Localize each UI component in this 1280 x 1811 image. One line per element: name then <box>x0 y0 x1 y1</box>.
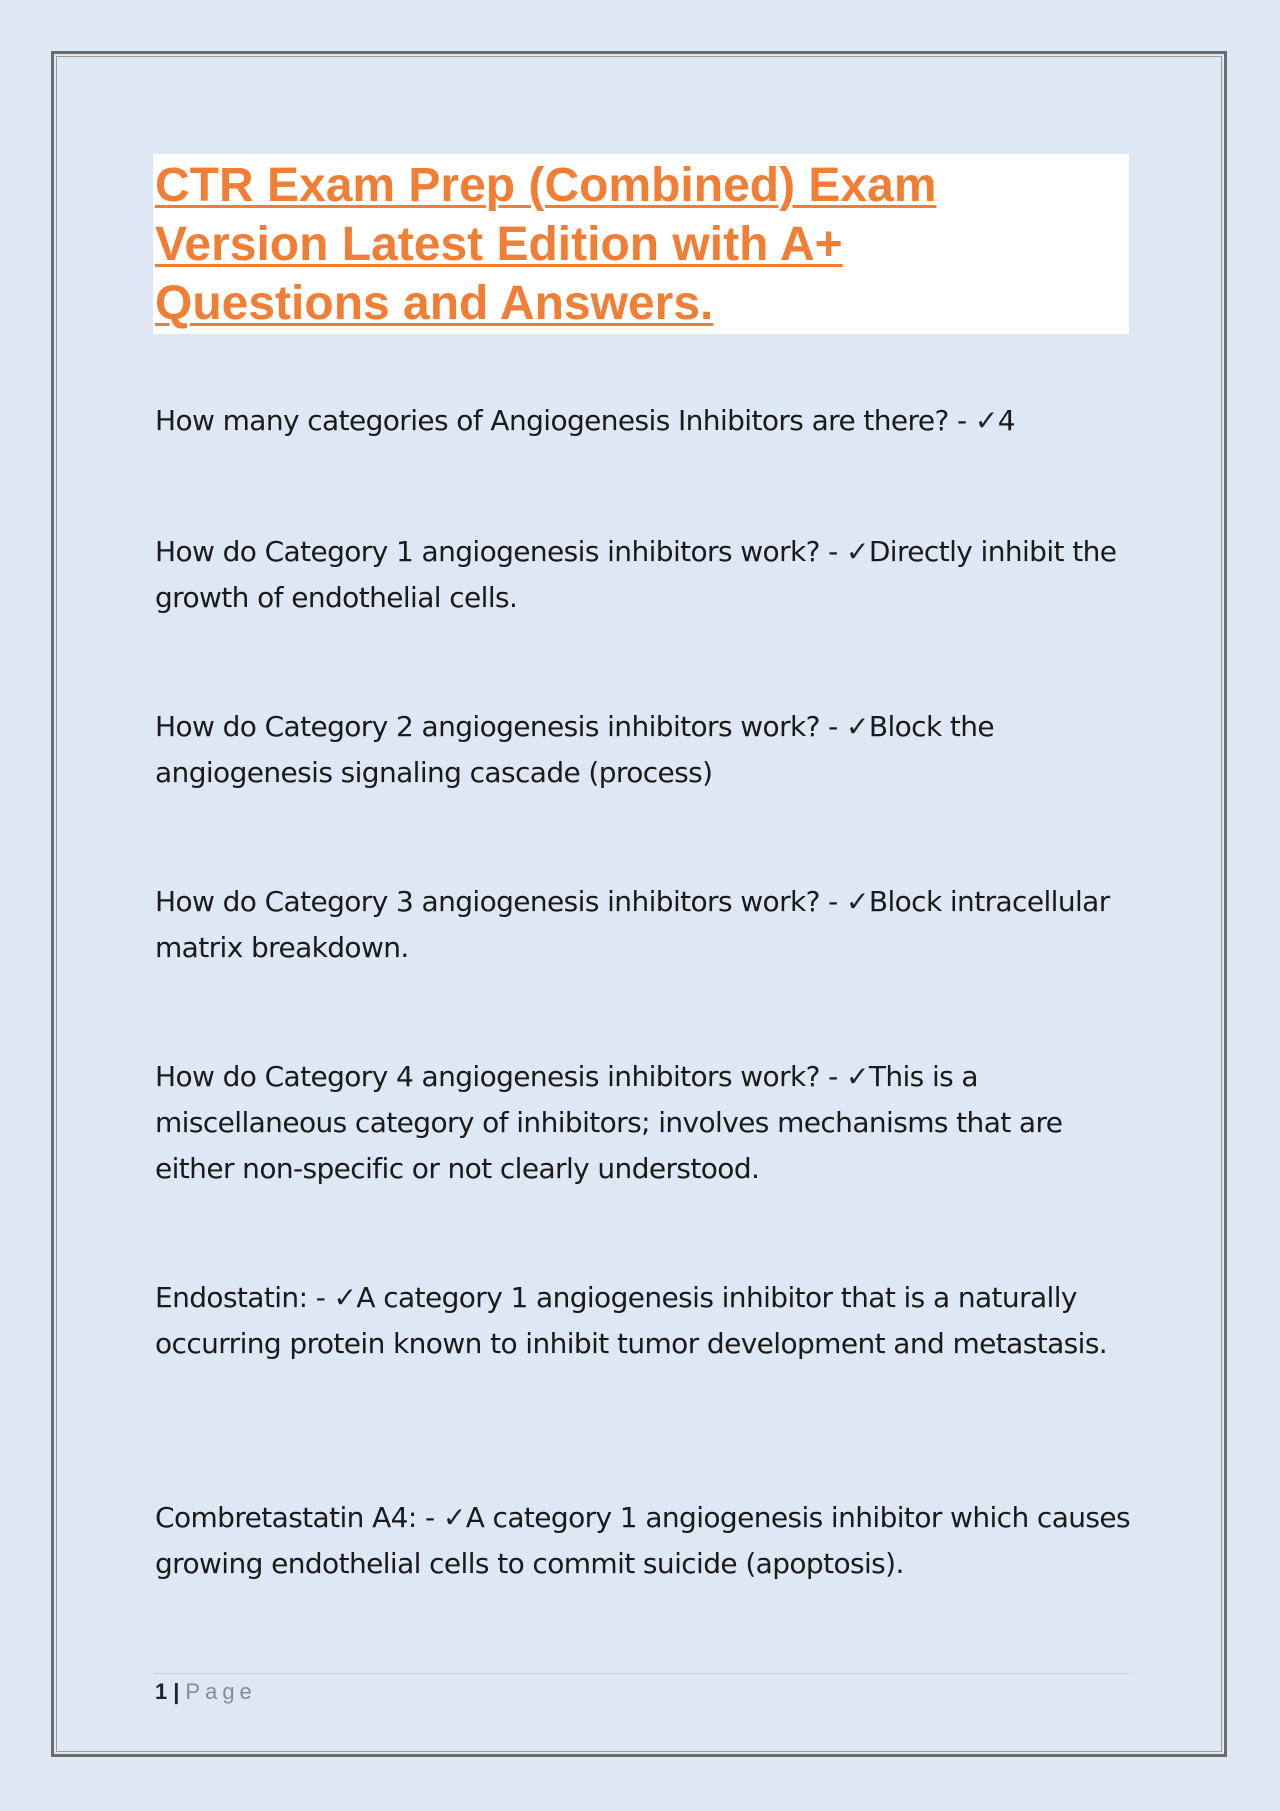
title-box <box>153 154 1129 334</box>
question-text: How many categories of Angiogenesis Inhibitors are there? - <box>155 404 975 437</box>
question-text: Endostatin: - <box>155 1281 334 1314</box>
answer-text: 4 <box>997 404 1015 437</box>
question-text: How do Category 1 angiogenesis inhibitors work? - <box>155 535 846 568</box>
qa-item <box>155 398 1135 444</box>
document-title: CTR Exam Prep (Combined) Exam Version Latest Edition with A+ Questions and Answers. <box>155 159 937 330</box>
page-label: Page <box>185 1679 257 1704</box>
checkmark-icon: ✓ <box>845 710 869 743</box>
checkmark-icon: ✓ <box>333 1281 357 1314</box>
qa-item <box>155 1275 1135 1367</box>
checkmark-icon: ✓ <box>845 1060 869 1093</box>
qa-item <box>155 1495 1135 1587</box>
answer-text: A category 1 angiogenesis inhibitor that is a naturally occurring protein known to inhibit tumor development and metastasis. <box>155 1281 1108 1360</box>
checkmark-icon: ✓ <box>845 535 869 568</box>
answer-text: This is a miscellaneous category of inhibitors; involves mechanisms that are either non-specific or not clearly understood. <box>155 1060 1063 1185</box>
qa-item <box>155 704 1135 796</box>
page-number: 1 <box>155 1679 168 1704</box>
qa-item <box>155 529 1135 621</box>
question-text: Combretastatin A4: - <box>155 1501 443 1534</box>
answer-text: Block intracellular matrix breakdown. <box>155 885 1110 964</box>
page-footer <box>155 1679 257 1705</box>
qa-item <box>155 1054 1135 1192</box>
answer-text: Directly inhibit the growth of endothelial cells. <box>155 535 1117 614</box>
question-text: How do Category 4 angiogenesis inhibitors work? - <box>155 1060 846 1093</box>
footer-divider <box>153 1673 1129 1674</box>
checkmark-icon: ✓ <box>845 885 869 918</box>
question-text: How do Category 2 angiogenesis inhibitors work? - <box>155 710 846 743</box>
footer-separator: | <box>173 1679 180 1704</box>
qa-item <box>155 879 1135 971</box>
checkmark-icon: ✓ <box>974 404 998 437</box>
question-text: How do Category 3 angiogenesis inhibitors work? - <box>155 885 846 918</box>
checkmark-icon: ✓ <box>442 1501 466 1534</box>
answer-text: A category 1 angiogenesis inhibitor which causes growing endothelial cells to commit suicide (apoptosis). <box>155 1501 1131 1580</box>
answer-text: Block the angiogenesis signaling cascade (process) <box>155 710 995 789</box>
